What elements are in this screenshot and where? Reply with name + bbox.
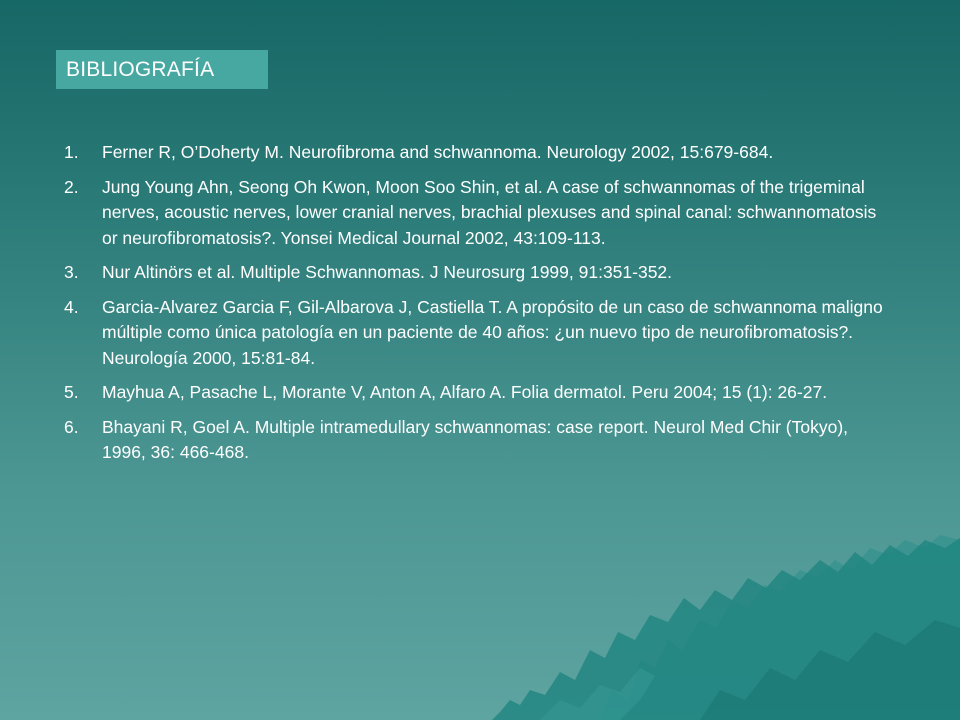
reference-number: 4.	[64, 296, 79, 317]
reference-text: Jung Young Ahn, Seong Oh Kwon, Moon Soo Shin, et al. A case of schwannomas of the trigeminal nerves, acoustic nerves, lower cranial nerves, brachial plexuses and spinal canal: schwannomatosis or neurofibromatosis?. Yonsei Medical Journal 2002, 43:109-113.	[102, 176, 877, 248]
reference-text: Garcia-Alvarez Garcia F, Gil-Albarova J, Castiella T. A propósito de un caso de schwannoma maligno múltiple como única patología en un paciente de 40 años: ¿un nuevo tipo de neurofibromatosis?. Neurología 2000, 15:81-84.	[102, 296, 883, 368]
reference-number: 3.	[64, 262, 79, 282]
reference-number: 6.	[64, 416, 79, 437]
reference-text: Bhayani R, Goel A. Multiple intramedullary schwannomas: case report. Neurol Med Chir (Tokyo), 1996, 36: 466-468.	[102, 416, 849, 462]
reference-number: 2.	[64, 176, 79, 197]
bibliography-list	[64, 140, 894, 475]
reference-item	[64, 140, 894, 166]
slide-title: BIBLIOGRAFÍA	[66, 57, 215, 81]
reference-text: Ferner R, O’Doherty M. Neurofibroma and schwannoma. Neurology 2002, 15:679-684.	[102, 142, 774, 162]
reference-item	[64, 415, 894, 466]
reference-text: Mayhua A, Pasache L, Morante V, Anton A, Alfaro A. Folia dermatol. Peru 2004; 15 (1): 26-27.	[102, 382, 828, 402]
reference-item	[64, 380, 894, 406]
title-box	[56, 50, 268, 89]
reference-number: 5.	[64, 382, 79, 402]
reference-item	[64, 260, 894, 286]
reference-item	[64, 295, 894, 372]
reference-text: Nur Altinörs et al. Multiple Schwannomas. J Neurosurg 1999, 91:351-352.	[102, 262, 673, 282]
reference-item	[64, 175, 894, 252]
reference-number: 1.	[64, 142, 79, 162]
